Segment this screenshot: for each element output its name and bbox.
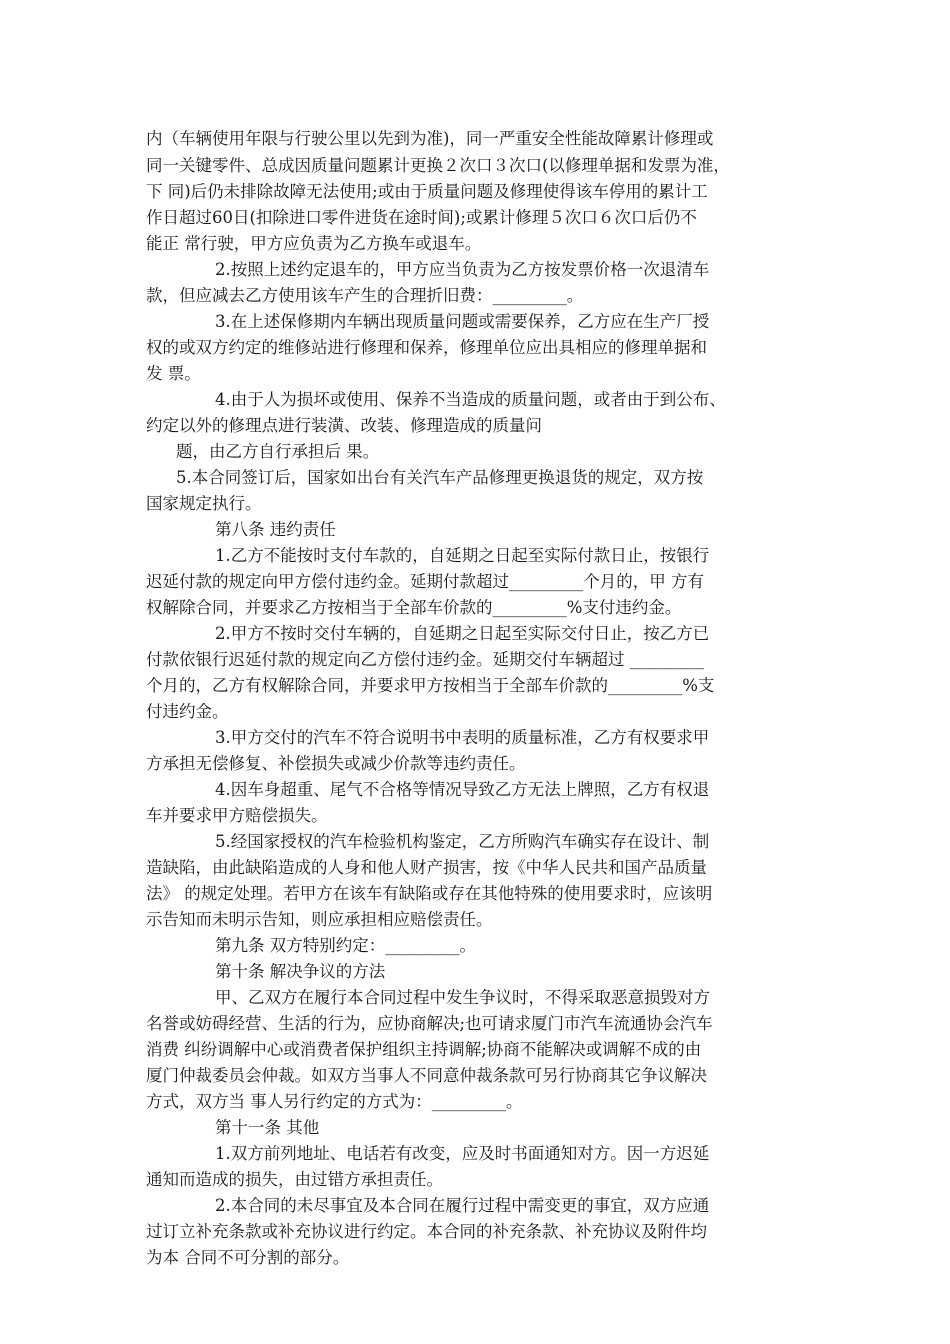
text-line: 同一关键零件、总成因质量问题累计更换２次口３次口(以修理单据和发票为准， xyxy=(146,156,730,175)
clause-8-5: 5.经国家授权的汽车检验机构鉴定，乙方所购汽车确实存在设计、制 xyxy=(215,832,710,851)
clause-8-4: 4.因车身超重、尾气不合格等情况导致乙方无法上牌照，乙方有权退 xyxy=(215,780,710,799)
article-9-heading: 第九条 双方特别约定：_________。 xyxy=(215,936,476,955)
clause-8-1: 1.乙方不能按时支付车款的，自延期之日起至实际付款日止，按银行 xyxy=(215,546,710,565)
text-line: 法》 的规定处理。若甲方在该车有缺陷或存在其他特殊的使用要求时，应该明 xyxy=(146,884,713,903)
text-line: 付款依银行迟延付款的规定向乙方偿付违约金。延期交付车辆超过 _________ xyxy=(146,650,704,669)
text-line: 发 票。 xyxy=(146,364,201,383)
text-line: 过订立补充条款或补充协议进行约定。本合同的补充条款、补充协议及附件均 xyxy=(146,1222,707,1241)
text-line: 方承担无偿修复、补偿损失或减少价款等违约责任。 xyxy=(146,754,526,773)
article-11-heading: 第十一条 其他 xyxy=(215,1118,320,1137)
text-line: 下 同)后仍未排除故障无法使用;或由于质量问题及修理使得该车停用的累计工 xyxy=(146,182,708,201)
text-line: 内（车辆使用年限与行驶公里以先到为准)，同一严重安全性能故障累计修理或 xyxy=(146,129,714,148)
text-line: 为本 合同不可分割的部分。 xyxy=(146,1248,350,1267)
text-line: 车并要求甲方赔偿损失。 xyxy=(146,806,328,825)
article-8-heading: 第八条 违约责任 xyxy=(215,520,336,539)
clause-7-2: 2.按照上述约定退车的，甲方应当负责为乙方按发票价格一次退清车 xyxy=(215,260,710,279)
text-line: 题，由乙方自行承担后 果。 xyxy=(176,442,380,461)
clause-11-2: 2.本合同的未尽事宜及本合同在履行过程中需变更的事宜，双方应通 xyxy=(215,1196,710,1215)
text-line: 通知而造成的损失，由过错方承担责任。 xyxy=(146,1170,443,1189)
text-line: 作日超过60日(扣除进口零件进货在途时间);或累计修理５次口６次口后仍不 xyxy=(146,208,697,227)
article-10-heading: 第十条 解决争议的方法 xyxy=(215,962,386,981)
clause-11-1: 1.双方前列地址、电话若有改变，应及时书面通知对方。因一方迟延 xyxy=(215,1144,710,1163)
text-line: 造缺陷，由此缺陷造成的人身和他人财产损害，按《中华人民共和国产品质量 xyxy=(146,858,707,877)
text-line: 付违约金。 xyxy=(146,702,229,721)
text-line: 国家规定执行。 xyxy=(146,494,262,513)
text-line: 约定以外的修理点进行装潢、改装、修理造成的质量问 xyxy=(146,416,542,435)
clause-8-3: 3.甲方交付的汽车不符合说明书中表明的质量标准，乙方有权要求甲 xyxy=(215,728,710,747)
text-line: 消费 纠纷调解中心或消费者保护组织主持调解;协商不能解决或调解不成的由 xyxy=(146,1040,702,1059)
text-line: 迟延付款的规定向甲方偿付违约金。延期付款超过_________个月的，甲 方有 xyxy=(146,572,704,591)
text-line: 方式，双方当 事人另行约定的方式为：_________。 xyxy=(146,1092,523,1111)
text-line: 名誉或妨碍经营、生活的行为，应协商解决;也可请求厦门市汽车流通协会汽车 xyxy=(146,1014,713,1033)
text-line: 厦门仲裁委员会仲裁。如双方当事人不同意仲裁条款可另行协商其它争议解决 xyxy=(146,1066,707,1085)
clause-7-3: 3.在上述保修期内车辆出现质量问题或需要保养，乙方应在生产厂授 xyxy=(215,312,710,331)
text-line: 个月的，乙方有权解除合同，并要求甲方按相当于全部车价款的_________%支 xyxy=(146,676,715,695)
clause-7-4: 4.由于人为损坏或使用、保养不当造成的质量问题，或者由于到公布、 xyxy=(215,390,726,409)
text-line: 款，但应减去乙方使用该车产生的合理折旧费：_________。 xyxy=(146,286,584,305)
text-line: 示告知而未明示告知，则应承担相应赔偿责任。 xyxy=(146,910,493,929)
clause-7-5: 5.本合同签订后，国家如出台有关汽车产品修理更换退货的规定，双方按 xyxy=(176,468,704,487)
text-line: 权解除合同，并要求乙方按相当于全部车价款的_________%支付违约金。 xyxy=(146,598,682,617)
clause-8-2: 2.甲方不按时交付车辆的，自延期之日起至实际交付日止，按乙方已 xyxy=(215,624,710,643)
text-line: 权的或双方约定的维修站进行修理和保养，修理单位应出具相应的修理单据和 xyxy=(146,338,707,357)
article-10-body: 甲、乙双方在履行本合同过程中发生争议时，不得采取恶意损毁对方 xyxy=(215,988,710,1007)
text-line: 能正 常行驶，甲方应负责为乙方换车或退车。 xyxy=(146,234,482,253)
